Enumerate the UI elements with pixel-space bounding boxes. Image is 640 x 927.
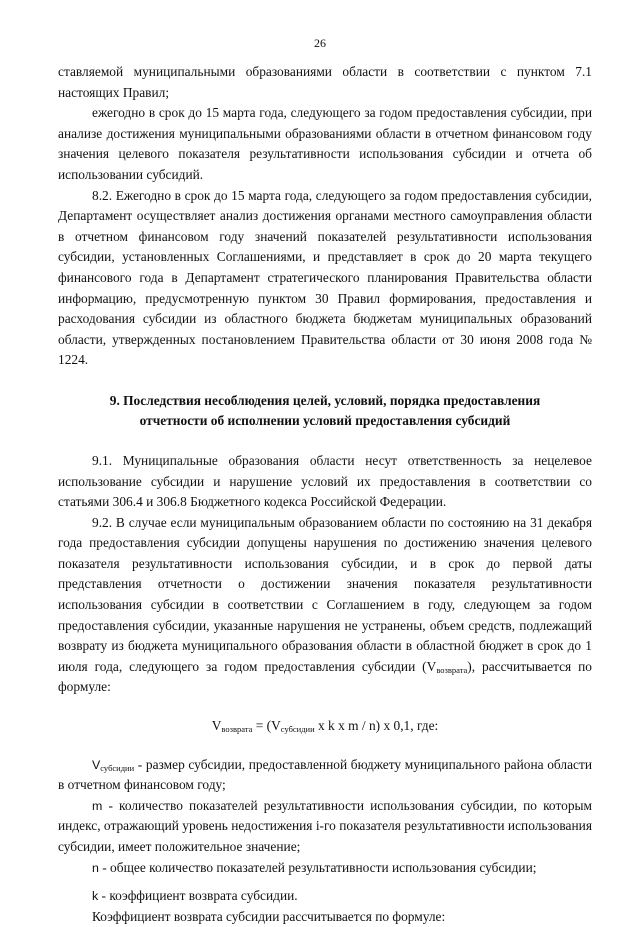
page-number: 26 [314, 36, 326, 50]
definition-v-subscript: субсидии [100, 762, 135, 773]
formula-equals: = (V [252, 718, 281, 734]
definition-v-symbol: V [92, 757, 101, 772]
definition-n-text: - общее количество показателей результативности использования субсидии; [98, 859, 537, 875]
paragraph-9-2 [58, 513, 592, 698]
paragraph-9-1: 9.1. Муниципальные образования области несут ответственность за нецелевое использование субсидии и нарушение условий их предоставления в соответствии со статьями 306.4 и 306.8 Бюджетного кодекса Российской Федерации. [58, 452, 592, 510]
paragraph-continuation: ставляемой муниципальными образованиями области в соответствии с пунктом 7.1 настоящих Правил; [58, 64, 592, 100]
formula-inner-subscript: субсидии [280, 724, 315, 735]
definition-k [58, 886, 592, 907]
definition-m-text: - количество показателей результативности использования субсидии, по которым индекс, отражающий уровень недостижения i-го показателя результативности использования субсидии, имеет положительное значение; [58, 797, 592, 854]
definition-m-symbol: m [92, 798, 103, 813]
formula-lhs: V [211, 718, 222, 734]
definition-n-symbol: n [92, 860, 99, 875]
paragraph-9-2-tail: ), рассчитывается по формуле: [58, 658, 592, 695]
definition-v-subsidy [58, 755, 592, 796]
definition-v-text: - размер субсидии, предоставленной бюджету муниципального района области в отчетном финансовом году; [58, 756, 592, 793]
closing-sentence: Коэффициент возврата субсидии рассчитывается по формуле: [92, 908, 446, 924]
definition-k-text: - коэффициент возврата субсидии. [98, 888, 298, 904]
formula-rest: x k x m / n) x 0,1, где: [314, 718, 439, 734]
paragraph-annual-analysis: ежегодно в срок до 15 марта года, следующего за годом предоставления субсидии, при анализе достижения муниципальными образованиями области в отчетном финансовом году значения целевого показателя результативности использования субсидии и отчета об использовании субсидий. [58, 105, 592, 182]
definition-n [58, 858, 592, 879]
formula-lhs-subscript: возврата [221, 724, 253, 735]
definition-k-symbol: k [92, 889, 99, 904]
paragraph-8-2: 8.2. Ежегодно в срок до 15 марта года, следующего за годом предоставления субсидии, Департамент осуществляет анализ достижения органами местного самоуправления области в отчетном финансовом году значений показателей результативности использования субсидии, установленных Соглашениями, и представляет в срок до 20 марта текущего финансового года в Департамент стратегического планирования Правительства области информацию, предусмотренную пунктом 30 Правил формирования, предоставления и расходования субсидии из областного бюджета бюджетам муниципальных образований области, утвержденных постановлением Правительства области от 30 июня 2008 года № 1224. [58, 187, 592, 368]
definition-m [58, 796, 592, 858]
document-body [58, 62, 592, 927]
formula-refund-volume [58, 716, 592, 737]
paragraph-9-2-text: 9.2. В случае если муниципальным образованием области по состоянию на 31 декабря года предоставления субсидии допущены нарушения по достижению значения целевого показателя результативности использования субсидии, и в срок до первой даты представления отчетности о достижении значения показателя результативности использования субсидии в соответствии с Соглашением в году, следующем за годом предоставления субсидии, указанные нарушения не устранены, объем средств, подлежащий возврату из бюджета муниципального образования области в областной бюджет в срок до 1 июля года, следующего за годом предоставления субсидии (V [58, 514, 592, 674]
section-heading-line-1: 9. Последствия несоблюдения целей, условий, порядка предоставления [109, 392, 541, 408]
section-heading [58, 391, 592, 431]
paragraph-9-2-subscript: возврата [436, 664, 468, 675]
section-heading-line-2: отчетности об исполнении условий предоставления субсидий [139, 412, 511, 428]
